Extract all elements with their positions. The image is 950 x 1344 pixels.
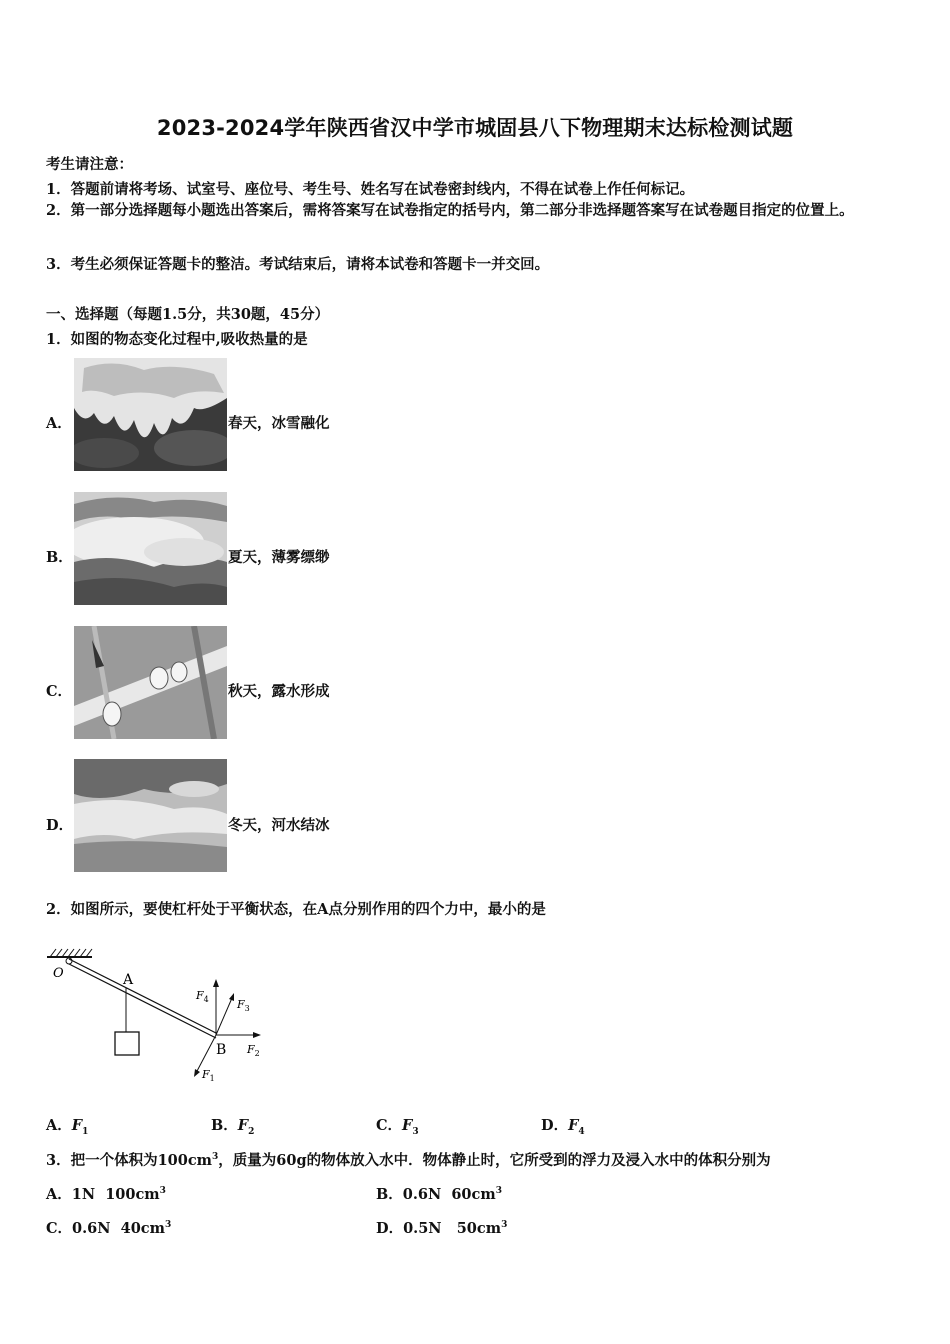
notice-item-2: 2．第一部分选择题每小题选出答案后，需将答案写在试卷指定的括号内，第二部分非选择题答案写在试卷题目指定的位置上。	[46, 202, 854, 219]
question-1-stem: 1．如图的物态变化过程中,吸收热量的是	[46, 331, 308, 348]
svg-text:F4	[195, 989, 209, 1004]
q2-option-c[interactable]: C．$F_3$	[376, 1117, 419, 1137]
f1-sub: 1	[209, 1074, 215, 1083]
point-b-label: B	[216, 1042, 227, 1058]
q3-option-a[interactable]: A．1N $100cm^3$	[46, 1186, 166, 1203]
q3-option-b[interactable]: B．0.6N $60cm^3$	[376, 1186, 502, 1203]
q2-option-d[interactable]: D．$F_4$	[541, 1117, 585, 1137]
svg-text:F3	[236, 998, 250, 1013]
q1-option-b-label[interactable]: B．	[46, 549, 73, 566]
q1-option-c-text: 秋天，露水形成	[228, 683, 330, 700]
section-heading: 一、选择题（每题1.5分，共30题，45分）	[46, 306, 330, 323]
page-title: 2023-2024学年陕西省汉中学市城固县八下物理期末达标检测试题	[156, 116, 794, 140]
q1-option-a-text: 春天，冰雪融化	[228, 415, 330, 432]
q2-option-b[interactable]: B．$F_2$	[211, 1117, 255, 1137]
notice-heading: 考生请注意：	[46, 156, 133, 173]
svg-text:F1	[201, 1068, 215, 1083]
f2-sub: 2	[254, 1049, 260, 1058]
q2-option-a[interactable]: A．$F_1$	[46, 1117, 89, 1137]
svg-text:F2	[246, 1043, 260, 1058]
ice-melting-photo	[74, 358, 227, 471]
q1-option-d-text: 冬天，河水结冰	[228, 817, 330, 834]
pivot-o-label: O	[53, 966, 64, 981]
q1-option-d-label[interactable]: D．	[46, 817, 74, 834]
dew-drops-photo	[74, 626, 227, 739]
q3-option-c[interactable]: C．0.6N $40cm^3$	[46, 1220, 172, 1237]
q1-option-b-text: 夏天，薄雾缥缈	[228, 549, 330, 566]
f1-label: F	[202, 1068, 210, 1081]
f4-label: F	[196, 989, 204, 1002]
notice-item-1: 1．答题前请将考场、试室号、座位号、考生号、姓名写在试卷密封线内，不得在试卷上作任何标记。	[46, 181, 695, 198]
fog-mountain-photo	[74, 492, 227, 605]
q3-option-d[interactable]: D．0.5N $50cm^3$	[376, 1220, 508, 1237]
f3-label: F	[237, 998, 245, 1011]
q1-option-a-label[interactable]: A．	[46, 415, 72, 432]
f3-sub: 3	[244, 1004, 250, 1013]
question-3-stem: 3．把一个体积为$100cm^3$，质量为60g的物体放入水中．物体静止时，它所受到的浮力及浸入水中的体积分别为	[46, 1152, 771, 1169]
f2-label: F	[247, 1043, 255, 1056]
lever-diagram	[44, 945, 269, 1085]
question-2-stem: 2．如图所示，要使杠杆处于平衡状态，在A点分别作用的四个力中，最小的是	[46, 901, 546, 918]
f4-sub: 4	[203, 995, 209, 1004]
point-a-label: A	[123, 972, 134, 988]
frozen-river-photo	[74, 759, 227, 872]
notice-item-3: 3．考生必须保证答题卡的整洁。考试结束后，请将本试卷和答题卡一并交回。	[46, 256, 550, 273]
q1-option-c-label[interactable]: C．	[46, 683, 73, 700]
